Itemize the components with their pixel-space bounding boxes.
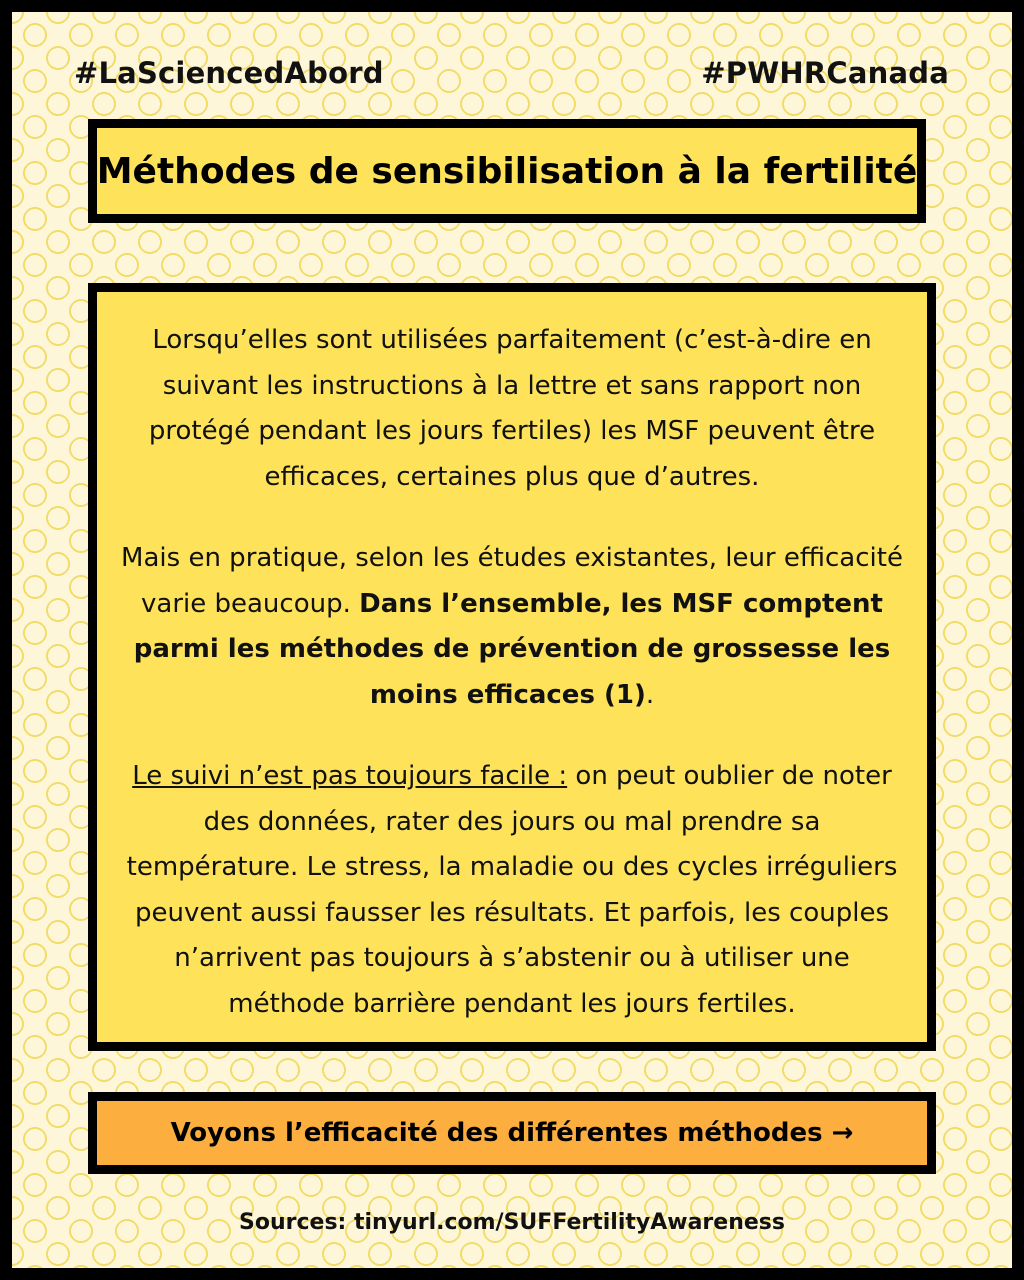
paragraph-2-text: Mais en pratique, selon les études existantes, leur efficacité varie beaucoup. — [121, 543, 903, 619]
content-panel — [88, 283, 936, 1051]
paragraph-2 — [121, 536, 903, 718]
paragraph-3-text: on peut oublier de noter des données, rater des jours ou mal prendre sa température. Le stress, la maladie ou des cycles irréguliers peuvent aussi fausser les résultats. Et parfois, les couples n’arrivent pas toujours à s’abstenir ou à utiliser une méthode barrière pendant les jours fertiles. — [126, 761, 898, 1019]
poster-frame — [12, 12, 1012, 1268]
next-methods-label: Voyons l’efficacité des différentes méthodes → — [170, 1118, 854, 1148]
hashtag-left: #LaSciencedAbord — [74, 56, 384, 90]
paragraph-2-end: . — [645, 679, 655, 710]
sources-line: Sources: tinyurl.com/SUFFertilityAwareness — [239, 1210, 785, 1235]
page-title: Méthodes de sensibilisation à la fertilité — [96, 150, 918, 192]
paragraph-2-bold: Dans l’ensemble, les MSF comptent parmi les méthodes de prévention de grossesse les moins efficaces (1) — [133, 588, 891, 710]
next-methods-button[interactable] — [88, 1092, 936, 1174]
hashtag-right: #PWHRCanada — [701, 56, 949, 90]
paragraph-3 — [121, 754, 903, 1027]
paragraph-3-underline: Le suivi n’est pas toujours facile : — [132, 761, 568, 791]
title-banner — [88, 119, 926, 223]
paragraph-1: Lorsqu’elles sont utilisées parfaitement (c’est-à-dire en suivant les instructions à la lettre et sans rapport non protégé pendant les jours fertiles) les MSF peuvent être efficaces, certaines plus que d’autres. — [148, 325, 876, 492]
